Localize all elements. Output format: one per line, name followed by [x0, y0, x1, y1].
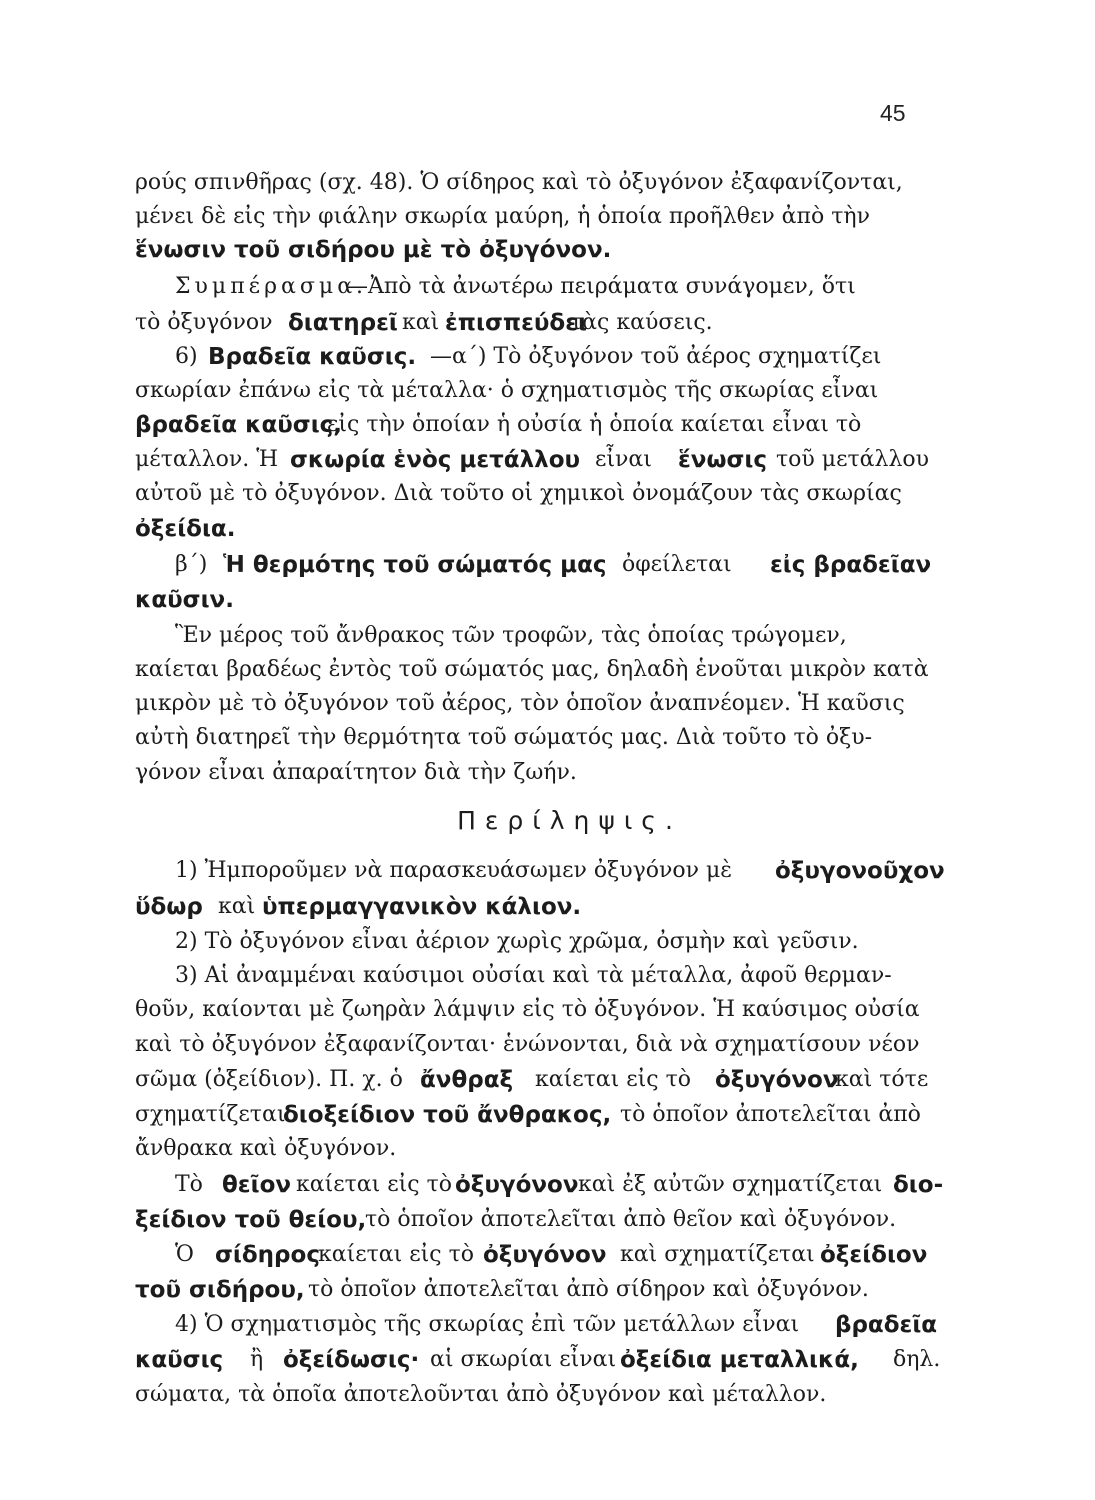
text-run: 3) Αἱ ἀναμμέναι καύσιμοι οὐσίαι καὶ τὰ μέταλλα, ἀφοῦ θερμαν-	[175, 963, 892, 988]
bold-term: διοξείδιον τοῦ ἄνθρακος,	[283, 1102, 612, 1128]
text-run: καίεται εἰς τὸ	[318, 1242, 475, 1267]
text-line	[0, 854, 1095, 888]
text-line	[0, 374, 1095, 408]
text-line	[0, 583, 1095, 617]
text-run: καὶ τότε	[835, 1067, 929, 1092]
text-run: καίεται βραδέως ἐντὸς τοῦ σώματός μας, δηλαδὴ ἑνοῦται μικρὸν κατὰ	[135, 657, 929, 682]
bold-term: ξείδιον τοῦ θείου,	[135, 1207, 367, 1233]
text-line	[0, 1028, 1095, 1062]
text-line	[0, 200, 1095, 234]
text-line	[0, 1378, 1095, 1412]
text-run: —α΄) Τὸ ὀξυγόνον τοῦ ἀέρος σχηματίζει	[430, 344, 882, 369]
text-line	[0, 1063, 1095, 1097]
text-run: 6)	[175, 344, 198, 369]
text-line	[0, 1273, 1095, 1307]
text-line	[0, 548, 1095, 582]
text-run: 4) Ὁ σχηματισμὸς τῆς σκωρίας ἐπὶ τῶν μετάλλων εἶναι	[175, 1312, 800, 1337]
text-run: αὐτὴ διατηρεῖ τὴν θερμότητα τοῦ σώματός μας. Διὰ τοῦτο τὸ ὀξυ-	[135, 725, 873, 750]
text-line	[0, 306, 1095, 340]
text-run: τὸ ὁποῖον ἀποτελεῖται ἀπὸ	[620, 1102, 921, 1127]
text-line	[0, 477, 1095, 511]
text-line	[0, 408, 1095, 442]
bold-term: καῦσις	[135, 1347, 224, 1373]
text-run: θοῦν, καίονται μὲ ζωηρὰν λάμψιν εἰς τὸ ὀξυγόνον. Ἡ καύσιμος οὐσία	[135, 997, 920, 1022]
text-run: τὰς καύσεις.	[570, 310, 713, 335]
text-line	[0, 166, 1095, 200]
text-run: εἰς τὴν ὁποίαν ἡ οὐσία ἡ ὁποία καίεται εἶναι τὸ	[327, 412, 862, 437]
text-run: Τὸ	[175, 1172, 203, 1197]
bold-term: ὀξείδια.	[135, 516, 236, 542]
text-line	[0, 1238, 1095, 1272]
text-run: ἄνθρακα καὶ ὀξυγόνον.	[135, 1136, 397, 1161]
text-line	[0, 890, 1095, 924]
text-line	[0, 687, 1095, 721]
text-run: μέταλλον. Ἡ	[135, 447, 279, 472]
text-line	[0, 653, 1095, 687]
text-run: εἶναι	[595, 447, 652, 472]
text-run: τὸ ὁποῖον ἀποτελεῖται ἀπὸ σίδηρον καὶ ὀξυγόνον.	[308, 1277, 869, 1302]
bold-term: καῦσιν.	[135, 587, 234, 613]
text-run: τὸ ὁποῖον ἀποτελεῖται ἀπὸ θεῖον καὶ ὀξυγόνον.	[365, 1207, 897, 1232]
spaced-term: Συμπέρασμα.	[175, 274, 368, 299]
text-line	[0, 233, 1095, 267]
text-line	[0, 756, 1095, 790]
text-run: ρούς σπινθῆρας (σχ. 48). Ὁ σίδηρος καὶ τὸ ὀξυγόνον ἐξαφανίζονται,	[135, 170, 903, 195]
text-line	[0, 1168, 1095, 1202]
text-run: καίεται εἰς τὸ	[296, 1172, 453, 1197]
bold-term: ἐπισπεύδει	[445, 310, 587, 336]
bold-term: σίδηρος	[215, 1242, 320, 1268]
text-run: σῶμα (ὀξείδιον). Π. χ. ὁ	[135, 1067, 403, 1092]
text-line	[0, 925, 1095, 959]
text-line	[0, 1308, 1095, 1342]
text-line	[0, 1098, 1095, 1132]
bold-term: Ἡ θερμότης τοῦ σώματός μας	[223, 552, 607, 578]
text-run: ἢ	[250, 1347, 264, 1372]
text-line	[0, 340, 1095, 374]
bold-term: ὀξυγονοῦχον	[775, 858, 945, 884]
bold-term: τοῦ σιδήρου,	[135, 1277, 305, 1303]
text-run: τοῦ μετάλλου	[776, 447, 930, 472]
bold-term: ἕνωσιν τοῦ σιδήρου μὲ τὸ ὀξυγόνον.	[135, 237, 612, 263]
bold-term: θεῖον	[222, 1172, 292, 1198]
text-line	[0, 512, 1095, 546]
bold-term: ὕδωρ	[135, 894, 203, 920]
text-run: τὸ ὀξυγόνον	[135, 310, 273, 335]
text-line	[0, 443, 1095, 477]
text-run: Ὁ	[175, 1242, 194, 1267]
text-run: σκωρίαν ἐπάνω εἰς τὰ μέταλλα· ὁ σχηματισμὸς τῆς σκωρίας εἶναι	[135, 378, 879, 403]
bold-term: ὀξείδια μεταλλικά,	[620, 1347, 859, 1373]
text-run: —Ἀπὸ τὰ ἀνωτέρω πειράματα συνάγομεν, ὅτι	[346, 274, 856, 299]
bold-term: ὀξείδωσις·	[283, 1347, 420, 1373]
text-line	[0, 993, 1095, 1027]
page-number: 45	[880, 100, 906, 126]
text-run: 2) Τὸ ὀξυγόνον εἶναι ἀέριον χωρὶς χρῶμα, ὀσμὴν καὶ γεῦσιν.	[175, 929, 859, 954]
bold-term: ὀξυγόνον	[455, 1172, 579, 1198]
text-run: καὶ	[402, 310, 440, 335]
bold-term: ὑπερμαγγανικὸν κάλιον.	[262, 894, 582, 920]
text-run: μένει δὲ εἰς τὴν φιάλην σκωρία μαύρη, ἡ ὁποία προῆλθεν ἀπὸ τὴν	[135, 204, 870, 229]
text-run: μικρὸν μὲ τὸ ὀξυγόνον τοῦ ἀέρος, τὸν ὁποῖον ἀναπνέομεν. Ἡ καῦσις	[135, 691, 905, 716]
bold-term: ὀξυγόνον	[483, 1242, 607, 1268]
text-run: σχηματίζεται	[135, 1102, 286, 1127]
text-run: καὶ σχηματίζεται	[620, 1242, 815, 1267]
bold-term: βραδεῖα καῦσις,	[135, 412, 343, 438]
text-run: καὶ	[218, 894, 256, 919]
bold-term: βραδεῖα	[835, 1312, 938, 1338]
text-run: γόνον εἶναι ἀπαραίτητον διὰ τὴν ζωήν.	[135, 760, 577, 785]
text-run: καίεται εἰς τὸ	[535, 1067, 692, 1092]
bold-term: διο-	[893, 1172, 944, 1198]
text-line	[0, 1343, 1095, 1377]
text-line	[0, 959, 1095, 993]
bold-term: εἰς βραδεῖαν	[770, 552, 932, 578]
text-run: Ἓν μέρος τοῦ ἄνθρακος τῶν τροφῶν, τὰς ὁποίας τρώγομεν,	[175, 623, 847, 648]
bold-term: σκωρία ἑνὸς μετάλλου	[290, 447, 581, 473]
text-run: ὀφείλεται	[622, 552, 732, 577]
text-run: σώματα, τὰ ὁποῖα ἀποτελοῦνται ἀπὸ ὀξυγόνον καὶ μέταλλον.	[135, 1382, 827, 1407]
section-title: Βραδεῖα καῦσις.	[208, 344, 417, 370]
text-run: β΄)	[175, 552, 208, 577]
bold-term: ἕνωσις	[678, 447, 767, 473]
bold-term: ἄνθραξ	[420, 1067, 514, 1093]
text-line	[0, 270, 1095, 304]
bold-term: διατηρεῖ	[288, 310, 398, 336]
text-run: αὐτοῦ μὲ τὸ ὀξυγόνον. Διὰ τοῦτο οἱ χημικοὶ ὀνομάζουν τὰς σκωρίας	[135, 481, 902, 506]
text-run: δηλ.	[893, 1347, 941, 1372]
text-line	[0, 721, 1095, 755]
text-line	[0, 1203, 1095, 1237]
text-run: καὶ τὸ ὀξυγόνον ἐξαφανίζονται· ἑνώνονται, διὰ νὰ σχηματίσουν νέον	[135, 1032, 920, 1057]
text-line	[0, 1132, 1095, 1166]
bold-term: ὀξυγόνον	[715, 1067, 839, 1093]
text-run: αἱ σκωρίαι εἶναι	[430, 1347, 617, 1372]
bold-term: ὀξείδιον	[820, 1242, 928, 1268]
text-run: 1) Ἠμποροῦμεν νὰ παρασκευάσωμεν ὀξυγόνον μὲ	[175, 858, 733, 883]
summary-heading: Περίληψις.	[457, 806, 682, 835]
text-line	[0, 619, 1095, 653]
text-run: καὶ ἐξ αὐτῶν σχηματίζεται	[578, 1172, 883, 1197]
